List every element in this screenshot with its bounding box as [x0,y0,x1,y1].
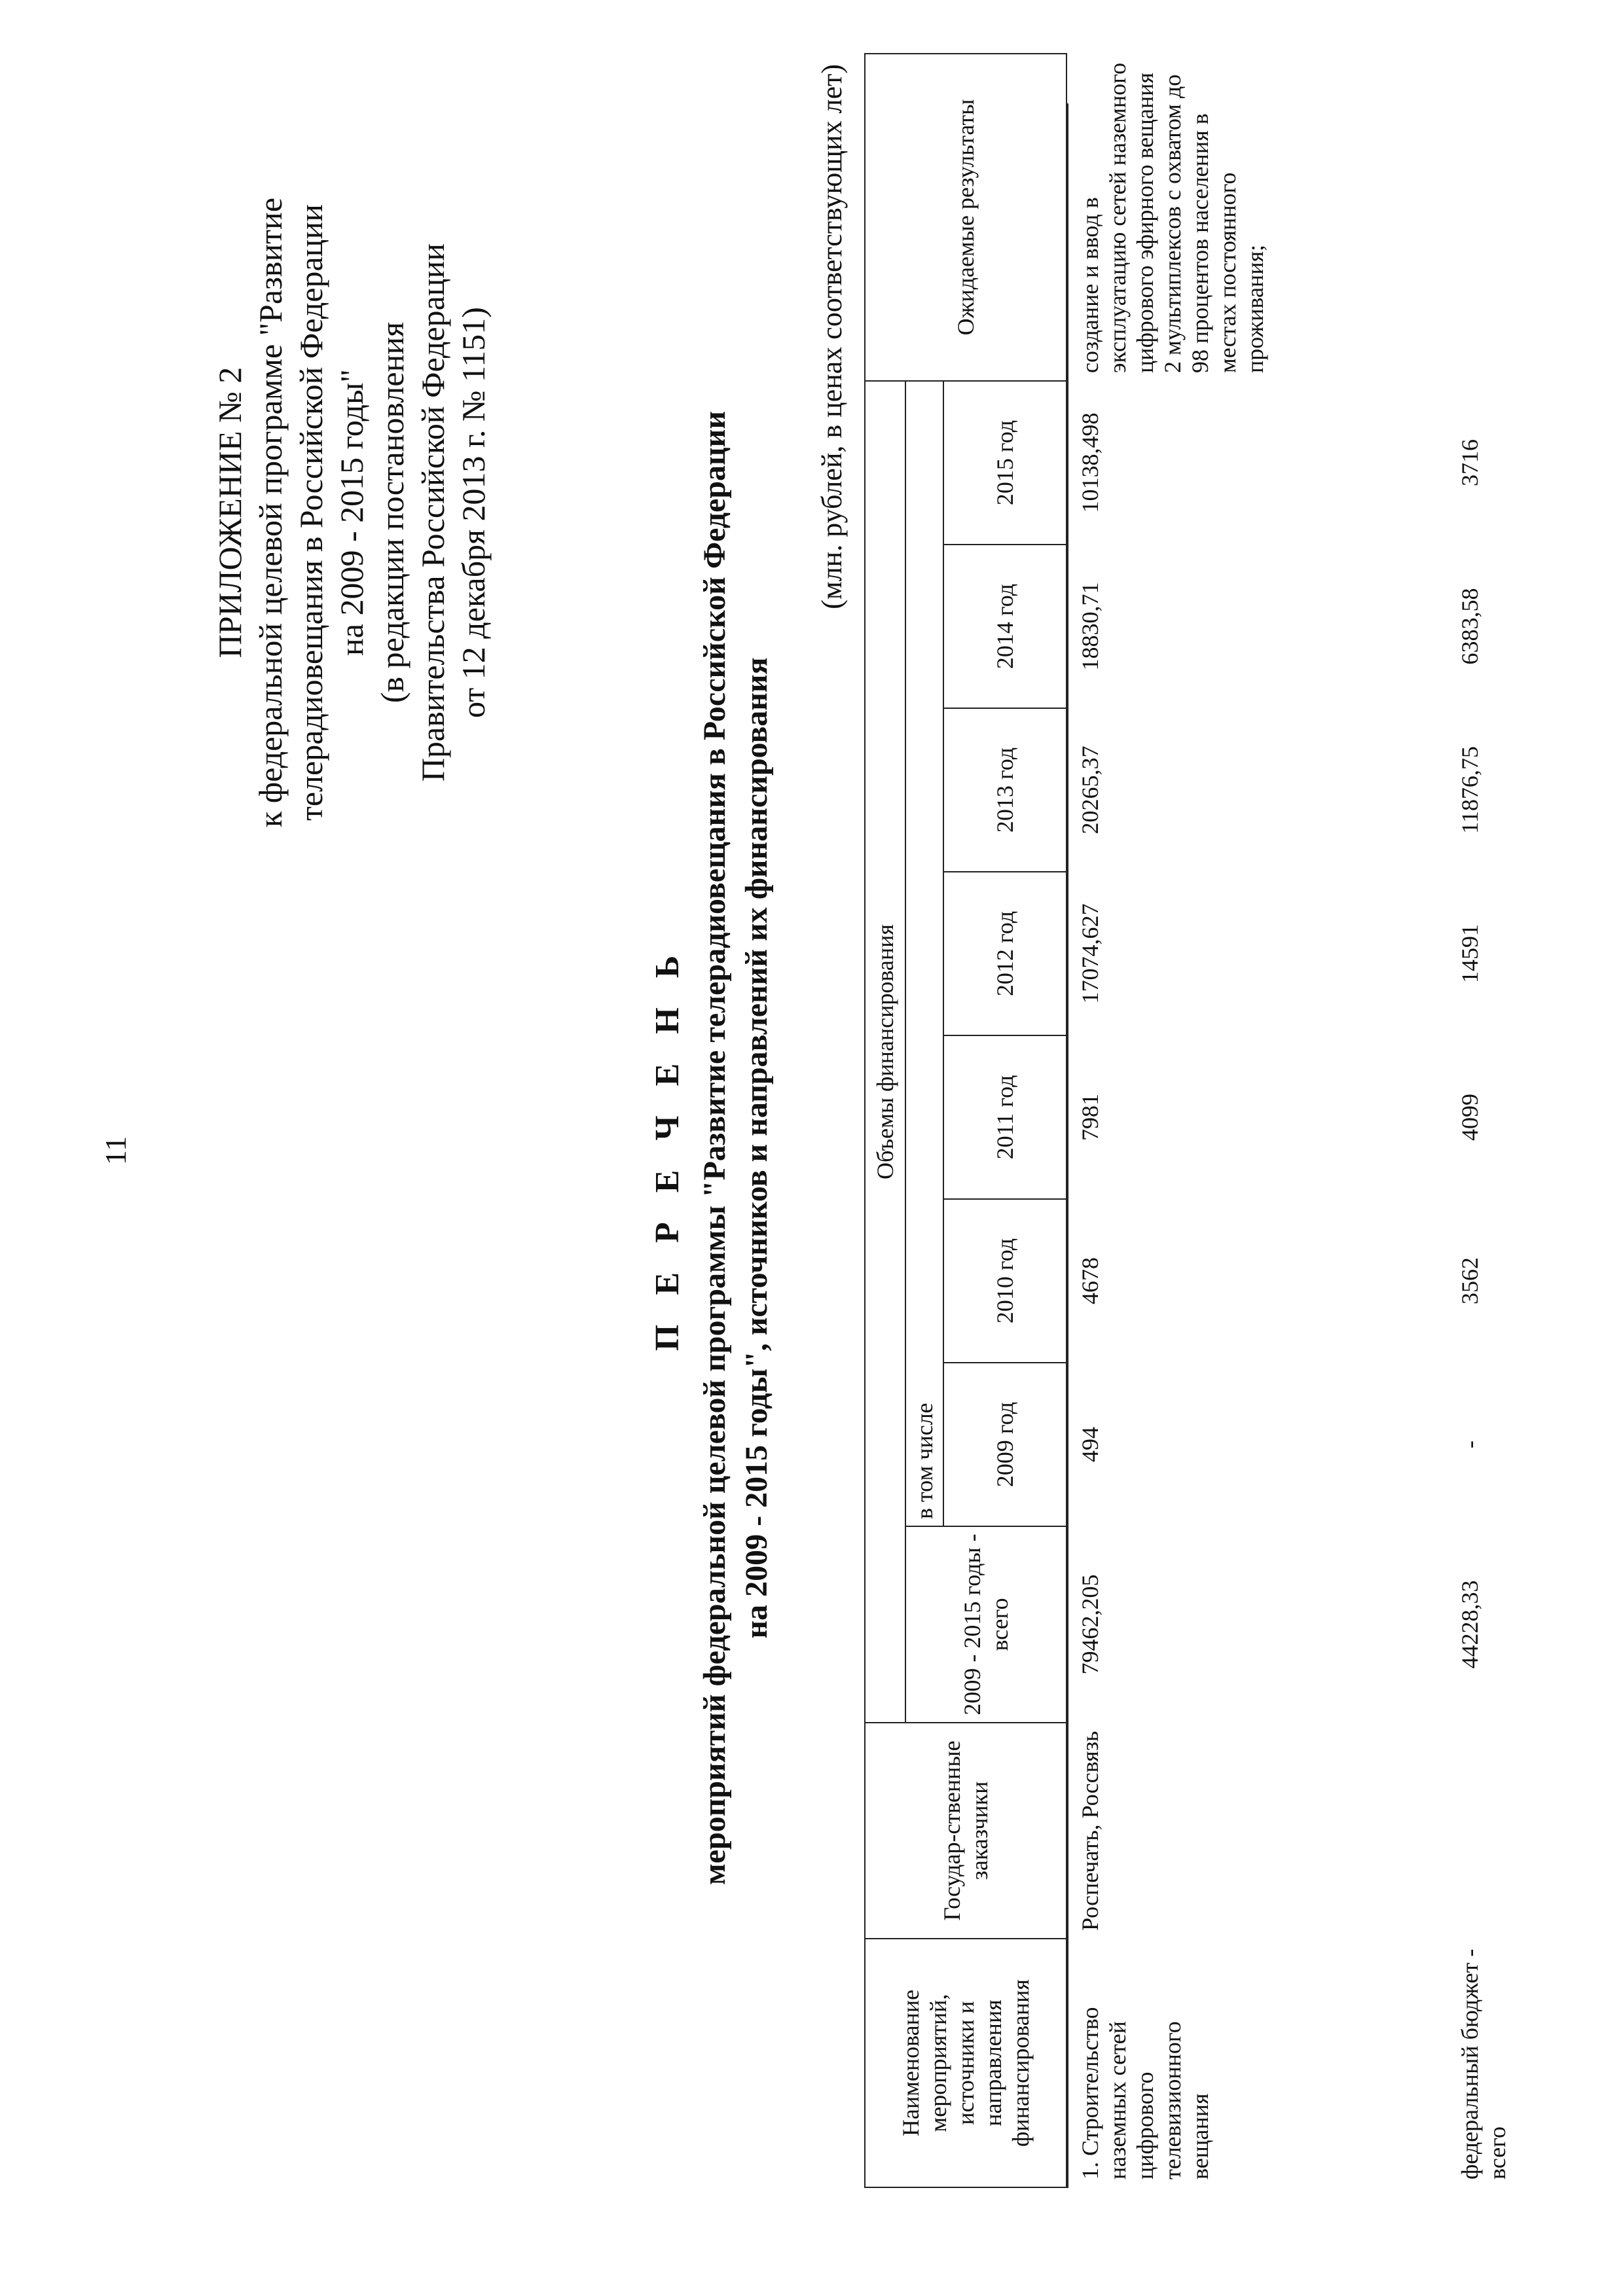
cell-results: создание и ввод в эксплуатацию сетей наземного цифрового эфирного вещания 2 мультиплексов с охватом до 98 процентов населения в местах постоянного проживания; [1077,62,1268,373]
header-year-2014: 2014 год [943,545,1067,708]
units-note: (млн. рублей, в ценах соответствующих лет) [816,64,848,609]
subtitle-line: мероприятий федеральной целевой программы "Развитие телерадиовещания в Российской Федерации [697,411,732,1885]
cell-2013: 20265,37 [1077,745,1103,834]
cell-2015: 10138,498 [1077,412,1103,513]
appendix-line: от 12 декабря 2013 г. № 1151) [455,307,492,718]
table-header [865,54,1067,2187]
appendix-line: на 2009 - 2015 годы" [333,369,370,656]
cell-2012: 14591 [1457,924,1483,983]
appendix-title: ПРИЛОЖЕНИЕ № 2 [211,367,248,658]
cell-2009: 494 [1077,1427,1103,1462]
subtitle-line: на 2009 - 2015 годы", источников и направлений их финансирования [739,657,774,1639]
header-name: Наименование мероприятий, источники и направления финансирования [865,1939,1067,2187]
table-row [1447,54,1565,2187]
cell-2010: 3562 [1457,1257,1483,1304]
header-results: Ожидаемые результаты [865,54,1067,381]
header-year-2015: 2015 год [943,381,1067,545]
table-row [1067,54,1447,2187]
header-year-2012: 2012 год [943,872,1067,1035]
appendix-line: к федеральной целевой программе "Развитие [252,197,289,828]
cell-name: 1. Строительство наземных сетей цифрового телевизионного вещания [1077,2007,1213,2179]
header-customers: Государ-ственные заказчики [865,1723,1067,1939]
appendix-line: (в редакции постановления [374,321,410,704]
page-number: 11 [99,1136,132,1166]
financing-table [864,53,1565,2188]
header-bottom-rule [1067,103,1068,2188]
cell-customers [1447,1723,1565,1939]
cell-name: федеральный бюджет - всего [1457,1948,1510,2179]
document-title: П Е Р Е Ч Е Н Ь [649,944,686,1352]
cell-2011: 7981 [1077,1094,1103,1141]
appendix-line: телерадиовещания в Российской Федерации [293,204,329,821]
header-total: 2009 - 2015 годы - всего [905,1526,1067,1723]
cell-2014: 18830,71 [1077,582,1103,671]
header-year-2011: 2011 год [943,1035,1067,1199]
header-volumes: Объемы финансирования [865,381,905,1723]
document-subtitle [694,0,778,2296]
cell-2013: 11876,75 [1457,746,1483,834]
cell-2011: 4099 [1457,1094,1483,1141]
cell-2014: 6383,58 [1457,588,1483,665]
header-year-2013: 2013 год [943,708,1067,872]
header-year-2009: 2009 год [943,1363,1067,1526]
cell-2009: - [1457,1441,1483,1448]
header-including: в том числе [905,381,943,1526]
cell-total: 44228,33 [1457,1580,1483,1669]
cell-total: 79462,205 [1077,1574,1103,1675]
cell-2010: 4678 [1077,1257,1103,1304]
cell-2012: 17074,627 [1077,903,1103,1004]
appendix-header [210,38,494,987]
cell-results [1447,54,1565,381]
appendix-line: Правительства Российской Федерации [414,243,451,782]
header-year-2010: 2010 год [943,1199,1067,1363]
cell-2015: 3716 [1457,439,1483,486]
cell-customers: Роспечать, Россвязь [1077,1731,1103,1931]
